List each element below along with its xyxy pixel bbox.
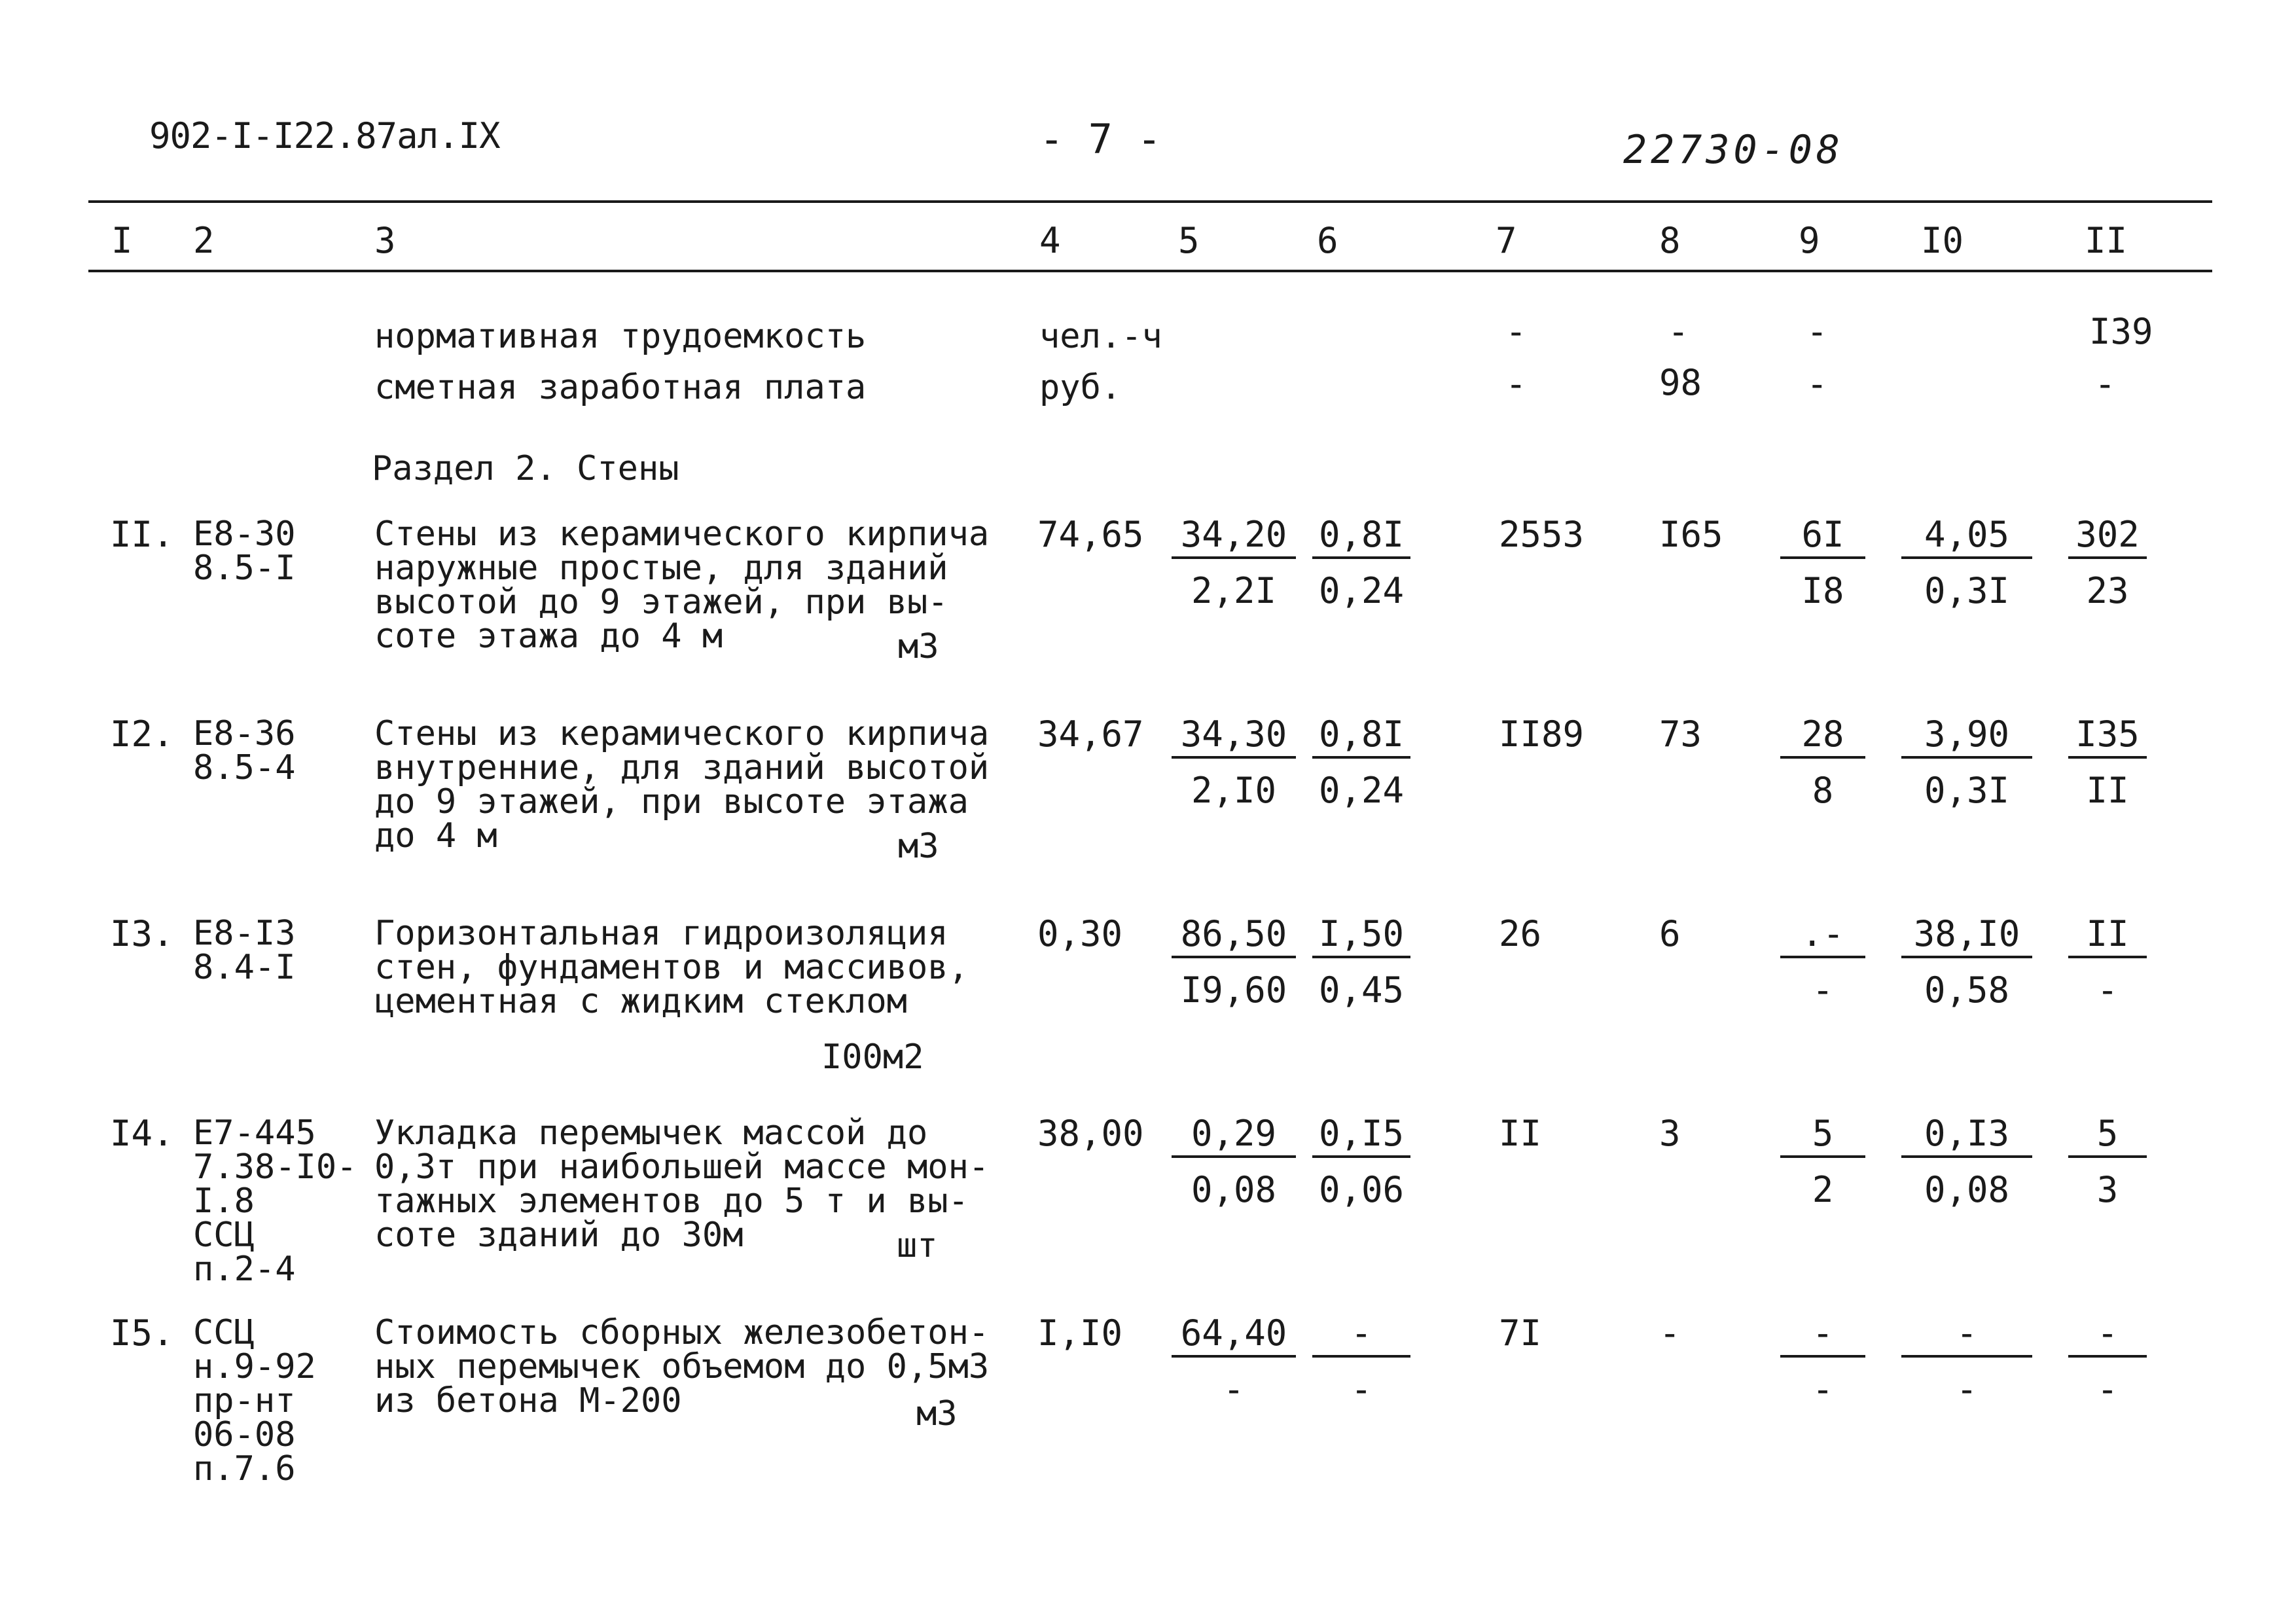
column-header: 5 xyxy=(1178,220,1200,261)
summary-unit: чел.-ч xyxy=(1039,317,1162,356)
section-title: Раздел 2. Стены xyxy=(372,449,679,488)
row-unit: м3 xyxy=(916,1394,958,1434)
summary-c9: - xyxy=(1806,311,1828,352)
row-number: I2. xyxy=(110,713,174,755)
fraction-bottom: 3 xyxy=(2096,1169,2119,1210)
fraction-bottom: 8 xyxy=(1812,770,1834,811)
fraction-bottom: 0,45 xyxy=(1318,969,1405,1011)
summary-c9: - xyxy=(1806,363,1828,405)
column-header: 8 xyxy=(1659,220,1681,261)
fraction-top: .- xyxy=(1780,916,1865,958)
fraction-top: 86,50 xyxy=(1172,916,1296,958)
fraction-top: 6I xyxy=(1780,517,1865,559)
row-c5-fraction xyxy=(1172,913,1296,1011)
fraction-bottom: I8 xyxy=(1801,570,1844,611)
row-c10-fraction xyxy=(1901,1113,2032,1210)
row-code: ССЦ н.9-92 пр-нт 06-08 п.7.6 xyxy=(193,1313,316,1489)
fraction-bottom: 23 xyxy=(2086,570,2129,611)
row-code: Е8-30 8.5-I xyxy=(193,514,296,588)
row-c7: 2553 xyxy=(1499,514,1585,555)
fraction-bottom: - xyxy=(1223,1369,1245,1410)
row-unit: шт xyxy=(897,1226,938,1265)
fraction-top: 0,I3 xyxy=(1901,1116,2032,1158)
fraction-bottom: 0,3I xyxy=(1924,770,2010,811)
row-code: Е7-445 7.38-I0- I.8 ССЦ п.2-4 xyxy=(193,1113,357,1289)
column-header: I0 xyxy=(1921,220,1964,261)
row-c11-fraction xyxy=(2068,1113,2147,1210)
fraction-bottom: 2,2I xyxy=(1191,570,1277,611)
row-c6-fraction xyxy=(1312,1312,1410,1410)
row-c4: 74,65 xyxy=(1037,514,1144,555)
summary-c8: - xyxy=(1668,311,1689,352)
row-c6-fraction xyxy=(1312,913,1410,1011)
row-c10-fraction xyxy=(1901,913,2032,1011)
row-c5-fraction xyxy=(1172,514,1296,611)
row-number: I3. xyxy=(110,913,174,954)
row-c8: 3 xyxy=(1659,1113,1681,1154)
column-header: 2 xyxy=(193,220,215,261)
fraction-top: 28 xyxy=(1780,717,1865,759)
row-c7: II xyxy=(1499,1113,1542,1154)
fraction-top: 0,29 xyxy=(1172,1116,1296,1158)
row-c4: I,I0 xyxy=(1037,1312,1123,1354)
fraction-top: 0,8I xyxy=(1312,717,1410,759)
row-c11-fraction xyxy=(2068,713,2147,811)
summary-c8: 98 xyxy=(1659,362,1702,403)
column-header: I xyxy=(111,220,133,261)
fraction-top: 5 xyxy=(2068,1116,2147,1158)
row-unit: м3 xyxy=(898,827,939,866)
column-header: II xyxy=(2085,220,2128,261)
row-c8: 73 xyxy=(1659,713,1702,755)
row-c4: 38,00 xyxy=(1037,1113,1144,1154)
row-unit: I00м2 xyxy=(821,1038,924,1077)
fraction-top: 0,I5 xyxy=(1312,1116,1410,1158)
fraction-top: 38,I0 xyxy=(1901,916,2032,958)
row-c7: II89 xyxy=(1499,713,1585,755)
fraction-top: I35 xyxy=(2068,717,2147,759)
row-description: Стены из керамического кирпича внутренние, для зданий высотой до 9 этажей, при высоте этажа до 4 м xyxy=(374,714,990,856)
row-c8: 6 xyxy=(1659,913,1681,954)
row-code: Е8-I3 8.4-I xyxy=(193,914,296,987)
row-c8: - xyxy=(1659,1312,1681,1354)
fraction-top: I,50 xyxy=(1312,916,1410,958)
fraction-top: - xyxy=(1901,1316,2032,1358)
row-description: Горизонтальная гидроизоляция стен, фундаментов и массивов, цементная с жидким стеклом xyxy=(374,914,969,1021)
row-c5-fraction xyxy=(1172,1113,1296,1210)
fraction-bottom: 2,I0 xyxy=(1191,770,1277,811)
top-rule xyxy=(88,200,2212,203)
row-c4: 0,30 xyxy=(1037,913,1123,954)
summary-c7: - xyxy=(1505,363,1527,405)
page-number: - 7 - xyxy=(1039,115,1162,163)
row-description: Стены из керамического кирпича наружные простые, для зданий высотой до 9 этажей, при вы- соте этажа до 4 м xyxy=(374,514,990,656)
summary-c11: - xyxy=(2094,363,2116,405)
row-c7: 26 xyxy=(1499,913,1542,954)
column-header: 6 xyxy=(1317,220,1338,261)
fraction-bottom: - xyxy=(1956,1369,1978,1410)
row-code: Е8-36 8.5-4 xyxy=(193,714,296,787)
fraction-top: - xyxy=(1312,1316,1410,1358)
header-rule xyxy=(88,270,2212,272)
row-c9-fraction xyxy=(1780,713,1865,811)
fraction-bottom: 0,58 xyxy=(1924,969,2010,1011)
row-c6-fraction xyxy=(1312,514,1410,611)
row-number: II. xyxy=(110,514,174,555)
fraction-bottom: - xyxy=(2096,1369,2119,1410)
fraction-bottom: - xyxy=(1812,969,1834,1011)
summary-label: нормативная трудоемкость xyxy=(374,317,867,356)
fraction-bottom: 0,3I xyxy=(1924,570,2010,611)
row-unit: м3 xyxy=(898,627,939,666)
row-c7: 7I xyxy=(1499,1312,1542,1354)
summary-unit: руб. xyxy=(1039,368,1122,407)
row-c10-fraction xyxy=(1901,713,2032,811)
fraction-bottom: 2 xyxy=(1812,1169,1834,1210)
fraction-bottom: 0,08 xyxy=(1924,1169,2010,1210)
row-c9-fraction xyxy=(1780,913,1865,1011)
row-c6-fraction xyxy=(1312,1113,1410,1210)
fraction-bottom: 0,24 xyxy=(1318,770,1405,811)
row-c9-fraction xyxy=(1780,514,1865,611)
fraction-bottom: 0,06 xyxy=(1318,1169,1405,1210)
fraction-bottom: 0,24 xyxy=(1318,570,1405,611)
row-c11-fraction xyxy=(2068,913,2147,1011)
row-c9-fraction xyxy=(1780,1312,1865,1410)
row-c6-fraction xyxy=(1312,713,1410,811)
row-c9-fraction xyxy=(1780,1113,1865,1210)
fraction-bottom: - xyxy=(1812,1369,1834,1410)
fraction-bottom: 0,08 xyxy=(1191,1169,1277,1210)
row-description: Укладка перемычек массой до 0,3т при наибольшей массе мон- тажных элементов до 5 т и вы- соте зданий до 30м xyxy=(374,1113,990,1255)
fraction-bottom: - xyxy=(2096,969,2119,1011)
column-header: 9 xyxy=(1799,220,1820,261)
row-number: I5. xyxy=(110,1312,174,1354)
column-header: 7 xyxy=(1496,220,1517,261)
fraction-top: 4,05 xyxy=(1901,517,2032,559)
fraction-top: - xyxy=(2068,1316,2147,1358)
fraction-top: - xyxy=(1780,1316,1865,1358)
row-c10-fraction xyxy=(1901,1312,2032,1410)
column-header: 3 xyxy=(374,220,396,261)
row-c11-fraction xyxy=(2068,1312,2147,1410)
fraction-bottom: - xyxy=(1350,1369,1372,1410)
row-number: I4. xyxy=(110,1113,174,1154)
row-c10-fraction xyxy=(1901,514,2032,611)
fraction-top: 34,30 xyxy=(1172,717,1296,759)
row-description: Стоимость сборных железобетон- ных перемычек объемом до 0,5м3 из бетона М-200 xyxy=(374,1313,990,1420)
fraction-top: 34,20 xyxy=(1172,517,1296,559)
row-c5-fraction xyxy=(1172,1312,1296,1410)
fraction-top: 302 xyxy=(2068,517,2147,559)
stamp-code: 22730-08 xyxy=(1623,127,1844,173)
document-code: 902-I-I22.87ал.IX xyxy=(149,115,500,156)
row-c4: 34,67 xyxy=(1037,713,1144,755)
row-c11-fraction xyxy=(2068,514,2147,611)
row-c8: I65 xyxy=(1659,514,1723,555)
fraction-bottom: I9,60 xyxy=(1180,969,1287,1011)
fraction-top: 3,90 xyxy=(1901,717,2032,759)
column-header: 4 xyxy=(1039,220,1061,261)
fraction-top: 0,8I xyxy=(1312,517,1410,559)
row-c5-fraction xyxy=(1172,713,1296,811)
fraction-bottom: II xyxy=(2086,770,2129,811)
summary-c7: - xyxy=(1505,311,1527,352)
fraction-top: 5 xyxy=(1780,1116,1865,1158)
fraction-top: II xyxy=(2068,916,2147,958)
summary-label: сметная заработная плата xyxy=(374,368,867,407)
summary-c11: I39 xyxy=(2089,311,2153,352)
fraction-top: 64,40 xyxy=(1172,1316,1296,1358)
